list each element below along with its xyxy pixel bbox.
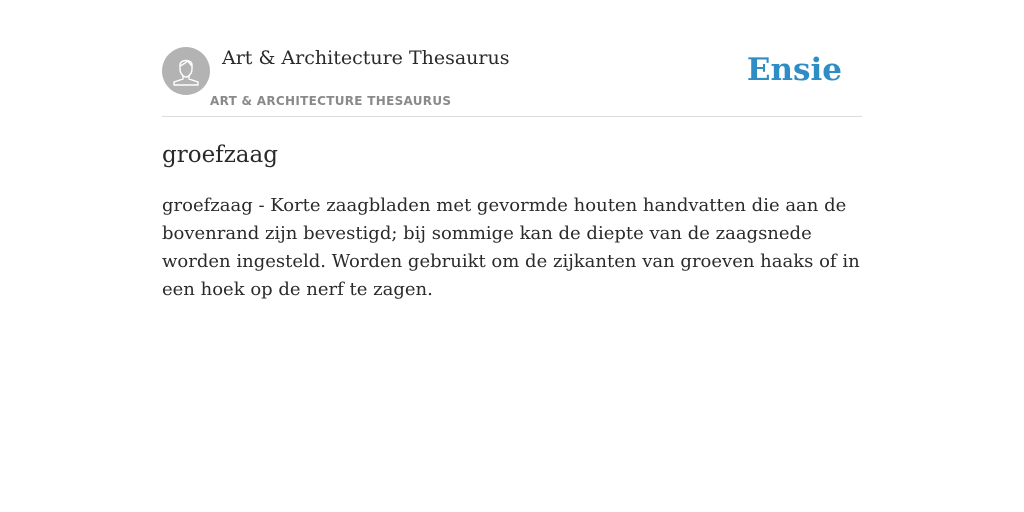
term-definition: groefzaag - Korte zaagbladen met gevormde houten handvatten die aan de bovenrand zijn bevestigd; bij sommige kan de diepte van de zaagsnede worden ingesteld. Worden gebruikt om de zijkanten van groeven haaks of in een hoek op de nerf te zagen. (162, 195, 860, 300)
user-silhouette-icon (162, 47, 210, 95)
brand-logo[interactable]: Ensie (746, 52, 842, 88)
author-name[interactable]: Art & Architecture Thesaurus (222, 47, 510, 69)
page-container (162, 0, 862, 512)
entry-header (162, 0, 862, 117)
category-label[interactable]: ART & ARCHITECTURE THESAURUS (210, 94, 452, 108)
term-title: groefzaag (162, 142, 278, 168)
avatar[interactable] (162, 47, 210, 95)
